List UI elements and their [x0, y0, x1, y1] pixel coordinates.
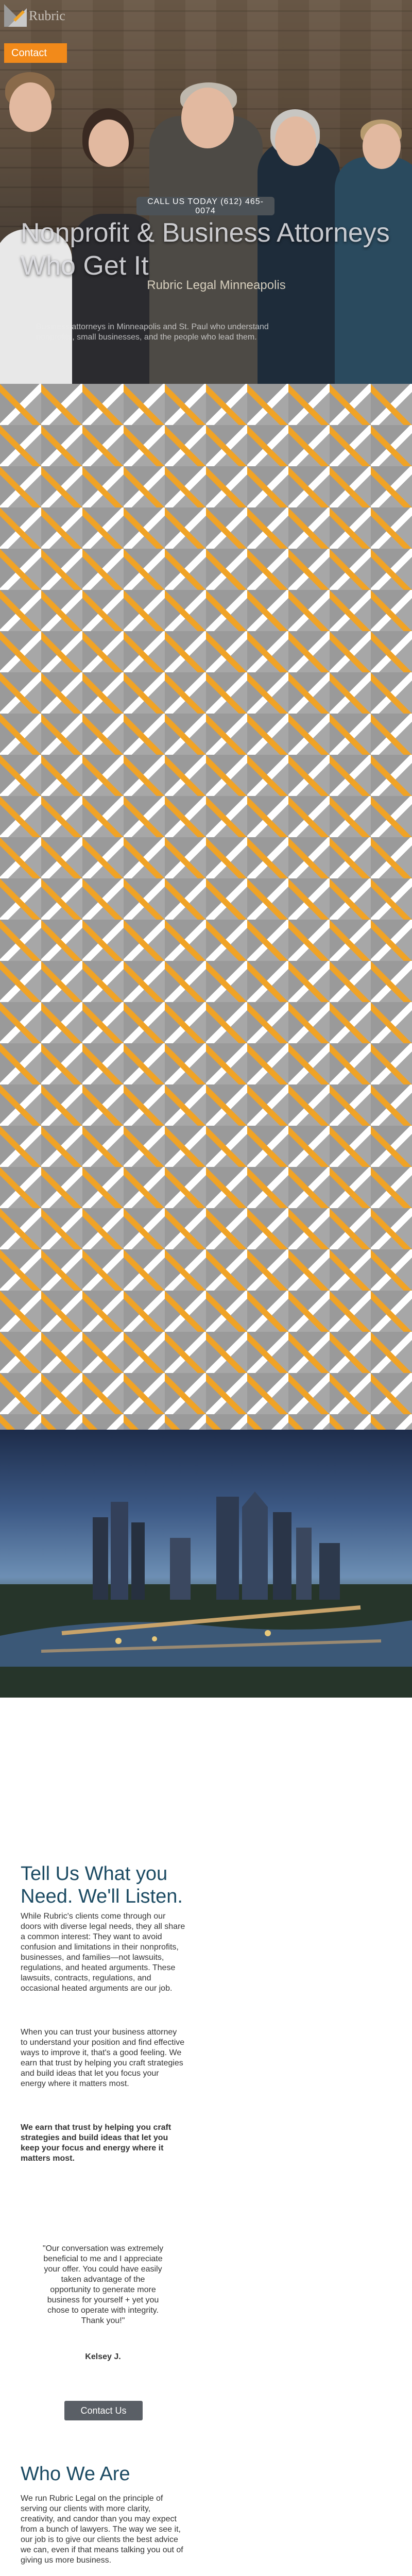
skyline-illustration: [0, 1430, 412, 1698]
who-we-are-title: Who We Are: [21, 2463, 130, 2485]
hero-title: Nonprofit & Business Attorneys Who Get It: [21, 218, 390, 281]
contact-us-button[interactable]: Contact Us: [64, 2401, 143, 2420]
person-3-head: [181, 88, 234, 148]
person-5-head: [363, 124, 401, 169]
person-4-head: [275, 116, 316, 166]
listen-title: Tell Us What you Need. We'll Listen.: [21, 1863, 183, 1907]
person-2-head: [89, 120, 129, 167]
call-us-button[interactable]: CALL US TODAY (612) 465-0074: [136, 197, 274, 215]
who-we-are-paragraph: We run Rubric Legal on the principle of serving our clients with more clarity, creativity, and candor than you may expect from a bunch of lawyers. The way we see it, our job is to give our clients the best advice we can, even if that means talking you out of giving us more business.: [21, 2494, 183, 2565]
person-1-head: [9, 82, 52, 132]
listen-paragraph-1: While Rubric's clients come through our doors with diverse legal needs, they all share a common interest: They want to avoid confusion and limitations in their nonprofits, businesses, and families—not lawsuits, regulations, and heated arguments. These lawsuits, contracts, regulations, and occasional heated arguments are our job.: [21, 1912, 185, 1993]
minneapolis-skyline-image: [0, 1430, 412, 1698]
hero-subtitle: Rubric Legal Minneapolis: [147, 278, 286, 292]
hero-section: [0, 0, 412, 384]
testimonial-quote: "Our conversation was extremely beneficial to me and I appreciate your offer. You could have easily taken advantage of the opportunity to generate more business for yourself + yet you chose to operate with integrity. Thank you!": [42, 2244, 164, 2325]
hero-paragraph: Business attorneys in Minneapolis and St. Paul who understand nonprofits, small businesses, and the people who lead them.: [36, 323, 269, 342]
decorative-pattern-section: [0, 384, 412, 1430]
testimonial-author: Kelsey J.: [85, 2352, 121, 2361]
rubric-logo-icon[interactable]: [4, 4, 27, 27]
logo-text: Rubric: [29, 8, 65, 23]
contact-button[interactable]: Contact: [4, 43, 67, 63]
listen-paragraph-3: We earn that trust by helping you craft strategies and build ideas that let you keep your focus and energy where it matters most.: [21, 2123, 171, 2163]
listen-paragraph-2: When you can trust your business attorney to understand your position and find effective ways to improve it, that's a good feeling. We earn that trust by helping you craft strategies and build ideas that let you focus your energy where it matters most.: [21, 2028, 185, 2088]
